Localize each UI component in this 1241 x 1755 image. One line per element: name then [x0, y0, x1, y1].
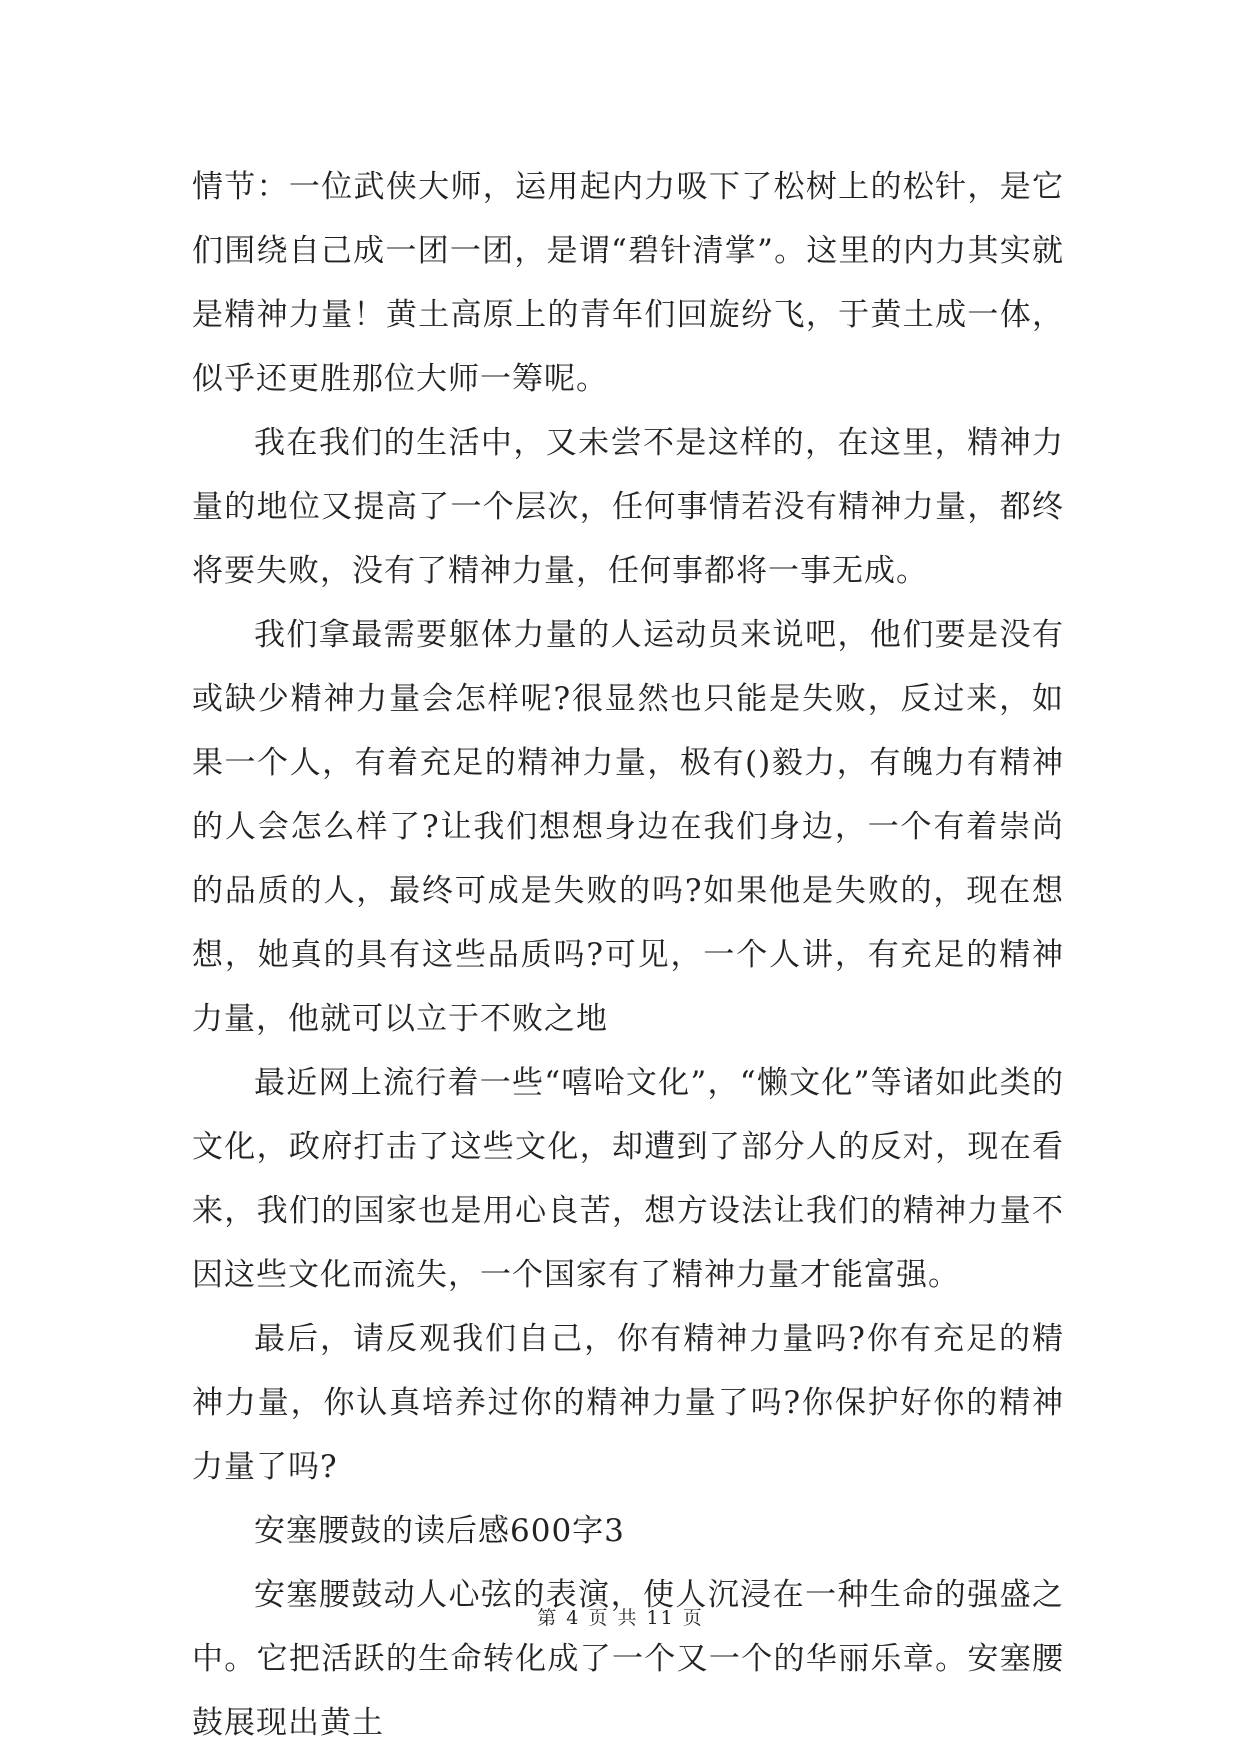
- paragraph: 我们拿最需要躯体力量的人运动员来说吧，他们要是没有或缺少精神力量会怎样呢?很显然也只能是失败，反过来，如果一个人，有着充足的精神力量，极有()毅力，有魄力有精神的人会怎么样了?让我们想想身边在我们身边，一个有着崇尚的品质的人，最终可成是失败的吗?如果他是失败的，现在想想，她真的具有这些品质吗?可见，一个人讲，有充足的精神力量，他就可以立于不败之地: [192, 617, 1064, 1037]
- body-text: [192, 155, 1064, 1755]
- section-heading: 安塞腰鼓的读后感600字3: [254, 1513, 625, 1549]
- paragraph: 最近网上流行着一些“嘻哈文化”，“懒文化”等诸如此类的文化，政府打击了这些文化，却遭到了部分人的反对，现在看来，我们的国家也是用心良苦，想方设法让我们的精神力量不因这些文化而流失，一个国家有了精神力量才能富强。: [192, 1065, 1064, 1293]
- paragraph-continuation: 情节：一位武侠大师，运用起内力吸下了松树上的松针，是它们围绕自己成一团一团，是谓“碧针清掌”。这里的内力其实就是精神力量！黄土高原上的青年们回旋纷飞，于黄土成一体，似乎还更胜那位大师一筹呢。: [192, 169, 1064, 397]
- paragraph: 安塞腰鼓动人心弦的表演，使人沉浸在一种生命的强盛之中。它把活跃的生命转化成了一个又一个的华丽乐章。安塞腰鼓展现出黄土: [192, 1577, 1064, 1741]
- paragraph: 最后，请反观我们自己，你有精神力量吗?你有充足的精神力量，你认真培养过你的精神力量了吗?你保护好你的精神力量了吗?: [192, 1321, 1064, 1485]
- page-number-footer: 第 4 页 共 11 页: [537, 1607, 704, 1629]
- paragraph: 我在我们的生活中，又未尝不是这样的，在这里，精神力量的地位又提高了一个层次，任何事情若没有精神力量，都终将要失败，没有了精神力量，任何事都将一事无成。: [192, 425, 1064, 589]
